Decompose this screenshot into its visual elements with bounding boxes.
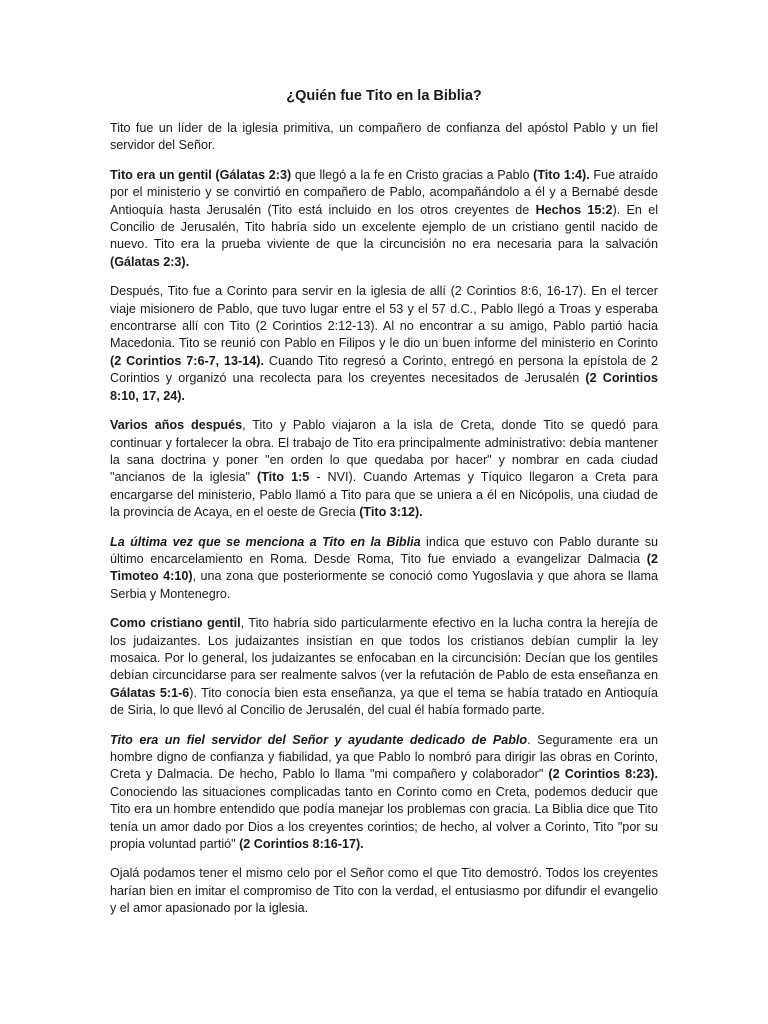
body-text: ). En el Concilio de Jerusalén, Tito habría sido un excelente ejemplo de un cristiano gentil nacido de nuevo. Tito era la prueba viviente de que la circuncisión no era necesaria para la salvación (110, 202, 659, 252)
body-text: , una zona que posteriormente se conoció como Yugoslavia y que ahora se llama Serbia y Montenegro. (110, 569, 658, 601)
paragraph-servant (110, 732, 658, 854)
emphasis-text: (2 Corintios 8:10, 17, 24). (110, 371, 658, 403)
emphasis-text: (2 Corintios 8:16-17). (239, 837, 364, 852)
emphasis-text: Gálatas 5:1-6 (110, 685, 190, 700)
body-text: - NVI). Cuando Artemas y Tíquico llegaron a Creta para encargarse del ministerio, Pablo llamó a Tito para que se uniera a él en Nicópolis, una ciudad de la provincia de Acaya, en el oeste de Grecia (110, 470, 658, 520)
body-text: Después, Tito fue a Corinto para servir en la iglesia de allí (2 Corintios 8:6, 16-17). En el tercer viaje misionero de Pablo, que tuvo lugar entre el 53 y el 57 d.C., Pablo llegó a Troas y esperaba encontrarse allí con Tito (2 Corintios 2:12-13). Al no encontrar a su amigo, Pablo partió hacia Macedonia. Tito se reunió con Pablo en Filipos y le dio un buen informe del ministerio en Corinto (110, 284, 658, 351)
body-text: Fue atraído por el ministerio y se convirtió en compañero de Pablo, acompañándolo a él y a Bernabé desde Antioquía hasta Jerusalén (Tito está incluido en los otros creyentes de (110, 167, 658, 217)
emphasis-text: (Tito 1:4). (533, 167, 590, 182)
emphasis-text: (2 Corintios 7:6-7, 13-14). (110, 353, 264, 368)
body-text: ). Tito conocía bien esta enseñanza, ya que el tema se había tratado en Antioquía de Siria, lo que llevó al Concilio de Jerusalén, del cual él había formado parte. (110, 685, 658, 718)
paragraph-conclusion: Ojalá podamos tener el mismo celo por el Señor como el que Tito demostró. Todos los creyentes harían bien en imitar el compromiso de Tito con la verdad, el entusiasmo por difundir el evangelio y el amor apasionado por la iglesia. (110, 866, 658, 916)
paragraph-last-mention (110, 534, 658, 604)
body-text: que llegó a la fe en Cristo gracias a Pablo (291, 167, 534, 182)
emphasis-text: La última vez que se menciona a Tito en la Biblia (110, 534, 421, 549)
body-text: indica que estuvo con Pablo durante su último encarcelamiento en Roma. Desde Roma, Tito fue enviado a evangelizar Dalmacia (110, 534, 659, 566)
body-text: . Seguramente era un hombre digno de confianza y fiabilidad, ya que Pablo lo nombró para dirigir las obras en Corinto, Creta y Dalmacia. De hecho, Pablo lo llama "mi compañero y colaborador" (110, 732, 658, 782)
emphasis-text: (Tito 3:12). (359, 505, 423, 520)
paragraph-corinth (110, 283, 658, 405)
emphasis-text: Tito era un fiel servidor del Señor y ayudante dedicado de Pablo (110, 732, 528, 747)
paragraph-crete (110, 417, 658, 521)
emphasis-text: (Tito 1:5 (257, 470, 310, 485)
paragraph-gentile (110, 167, 658, 271)
emphasis-text: (2 Timoteo 4:10) (110, 551, 658, 584)
paragraph-judaizers (110, 615, 658, 719)
body-text: , Tito habría sido particularmente efectivo en la lucha contra la herejía de los judaizantes. Los judaizantes insistían en que todos los cristianos debían cumplir la ley mosaica. Por lo general, los judaizantes se enfocaban en la circuncisión: Decían que los gentiles debían circuncidarse para ser realmente salvos (ver la refutación de Pablo de esta enseñanza en (110, 616, 659, 683)
emphasis-text: Hechos 15:2 (535, 202, 613, 217)
emphasis-text: Varios años después (110, 418, 243, 433)
emphasis-text: (2 Corintios 8:23). (548, 767, 658, 782)
paragraph-intro: Tito fue un líder de la iglesia primitiva, un compañero de confianza del apóstol Pablo y un fiel servidor del Señor. (110, 121, 658, 153)
body-text: , Tito y Pablo viajaron a la isla de Creta, donde Tito se quedó para continuar y fortalecer la obra. El trabajo de Tito era principalmente administrativo: debía mantener la sana doctrina y poner "en orden lo que quedaba por hacer" y nombrar en cada ciudad "ancianos de la iglesia" (110, 418, 658, 485)
document-title: ¿Quién fue Tito en la Biblia? (286, 88, 482, 104)
emphasis-text: Como cristiano gentil (110, 616, 241, 631)
body-text: Cuando Tito regresó a Corinto, entregó en persona la epístola de 2 Corintios y organizó una recolecta para los creyentes necesitados de Jerusalén (110, 353, 658, 386)
emphasis-text: (Gálatas 2:3). (110, 254, 190, 269)
emphasis-text: (Gálatas 2:3) (215, 167, 292, 182)
body-text: Conociendo las situaciones complicadas tanto en Corinto como en Creta, podemos deducir que Tito era un hombre entendido que podía manejar los problemas con gracia. La Biblia dice que Tito tenía un amor dado por Dios a los creyentes corintios; de hecho, al volver a Corinto, Tito "por su propia voluntad partió" (110, 784, 658, 852)
emphasis-text: Tito era un gentil (110, 167, 212, 182)
